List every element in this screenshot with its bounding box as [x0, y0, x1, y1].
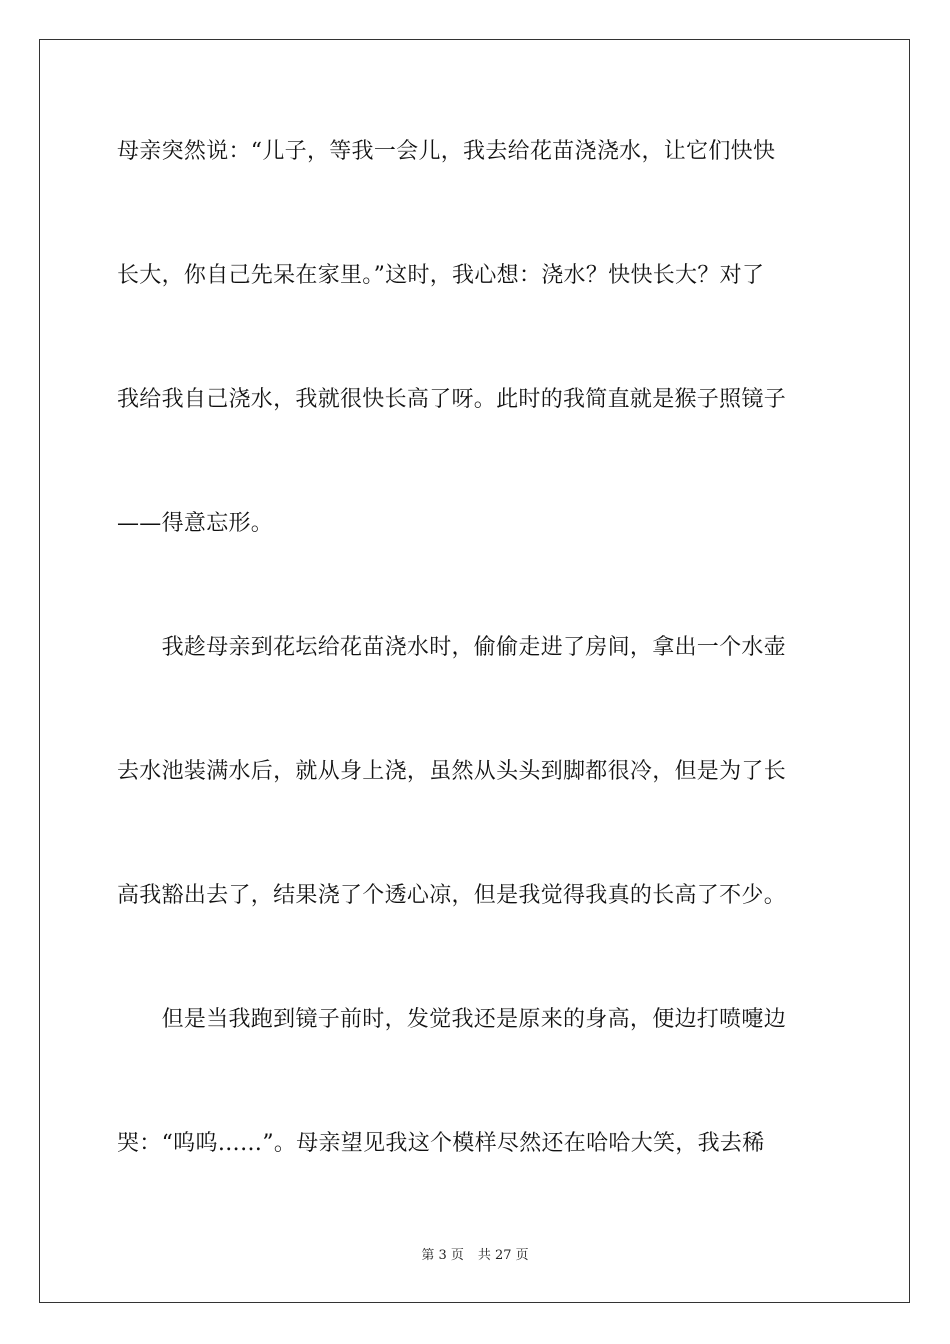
text-line: 我给我自己浇水，我就很快长高了呀。此时的我简直就是猴子照镜子: [117, 387, 787, 412]
page-number: 第 3 页: [421, 1248, 464, 1263]
page-footer: [0, 1247, 950, 1265]
text-line: ——得意忘形。: [117, 511, 274, 536]
text-line: 但是当我跑到镜子前时，发觉我还是原来的身高，便边打喷嚏边: [117, 1007, 787, 1032]
text-line: 我趁母亲到花坛给花苗浇水时，偷偷走进了房间，拿出一个水壶: [117, 635, 787, 660]
text-line: 哭：“呜呜……”。母亲望见我这个模样尽然还在哈哈大笑，我去稀: [117, 1131, 765, 1156]
text-line: 长大，你自己先呆在家里。”这时，我心想：浇水？快快长大？对了: [117, 263, 765, 288]
text-line: 母亲突然说：“儿子，等我一会儿，我去给花苗浇浇水，让它们快快: [117, 139, 776, 164]
page-total: 共 27 页: [477, 1248, 529, 1263]
text-line: 高我豁出去了，结果浇了个透心凉，但是我觉得我真的长高了不少。: [117, 883, 787, 908]
page-border: [39, 39, 910, 1303]
text-line: 去水池装满水后，就从身上浇，虽然从头头到脚都很冷，但是为了长: [117, 759, 787, 784]
